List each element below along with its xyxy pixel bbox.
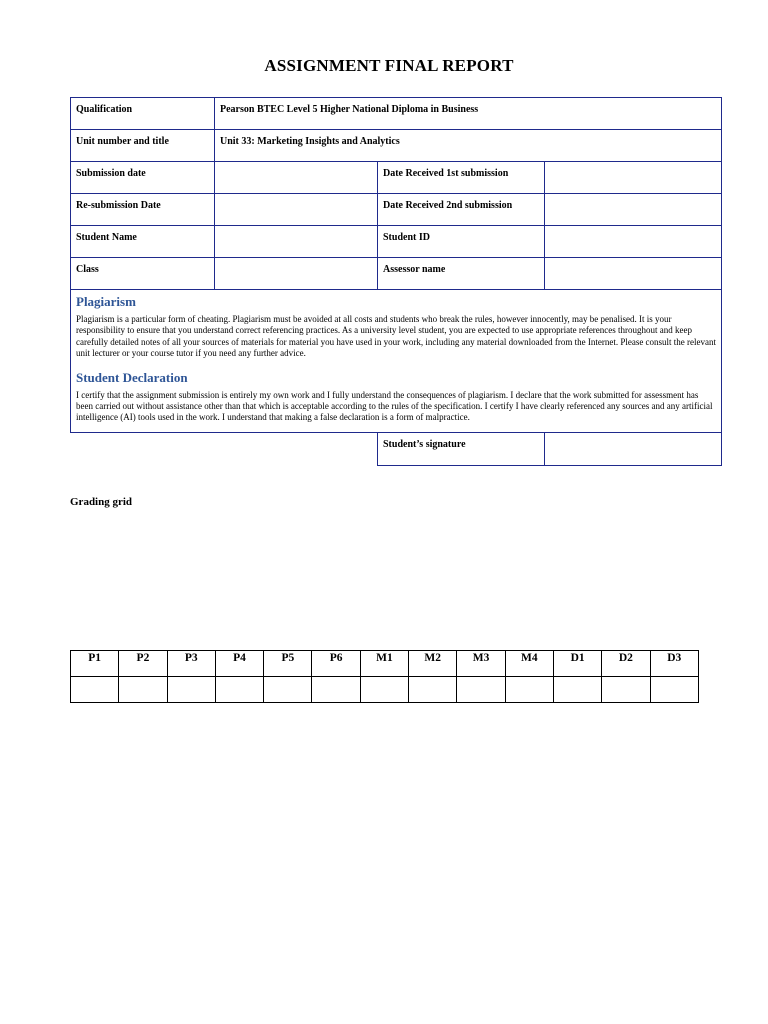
criterion-d2: D2 xyxy=(602,651,650,677)
student-name-field[interactable] xyxy=(215,226,378,258)
qualification-label: Qualification xyxy=(71,98,215,130)
signature-spacer xyxy=(71,432,378,465)
grade-cell-p4[interactable] xyxy=(215,677,263,703)
signature-field[interactable] xyxy=(545,432,722,465)
unit-value: Unit 33: Marketing Insights and Analytics xyxy=(215,130,722,162)
student-id-field[interactable] xyxy=(545,226,722,258)
grade-cell-p5[interactable] xyxy=(264,677,312,703)
grade-cell-m1[interactable] xyxy=(360,677,408,703)
criterion-p3: P3 xyxy=(167,651,215,677)
criterion-p1: P1 xyxy=(71,651,119,677)
student-name-label: Student Name xyxy=(71,226,215,258)
qualification-value: Pearson BTEC Level 5 Higher National Diploma in Business xyxy=(215,98,722,130)
date-received-1-label: Date Received 1st submission xyxy=(378,162,545,194)
resubmission-date-field[interactable] xyxy=(215,194,378,226)
grade-cell-d3[interactable] xyxy=(650,677,698,703)
criterion-p4: P4 xyxy=(215,651,263,677)
grade-cell-p3[interactable] xyxy=(167,677,215,703)
declaration-heading: Student Declaration xyxy=(76,369,188,385)
submission-date-field[interactable] xyxy=(215,162,378,194)
submission-date-label: Submission date xyxy=(71,162,215,194)
criterion-p2: P2 xyxy=(119,651,167,677)
date-received-1-field[interactable] xyxy=(545,162,722,194)
student-name-row xyxy=(71,226,722,258)
date-received-2-label: Date Received 2nd submission xyxy=(378,194,545,226)
grade-cell-p2[interactable] xyxy=(119,677,167,703)
class-row xyxy=(71,258,722,290)
student-id-label: Student ID xyxy=(378,226,545,258)
declaration-text: I certify that the assignment submission is entirely my own work and I fully understand the consequences of plagiarism. I declare that the work submitted for assessment has been carried out without assistance other than that which is acceptable according to the rules of the specification. I certify I have clearly referenced any sources and any artificial intelligence (AI) tools used in the work. I understand that making a false declaration is a form of malpractice. xyxy=(76,389,713,423)
assessor-field[interactable] xyxy=(545,258,722,290)
plagiarism-heading: Plagiarism xyxy=(76,294,136,309)
criterion-d3: D3 xyxy=(650,651,698,677)
grade-cell-m3[interactable] xyxy=(457,677,505,703)
grading-result-row xyxy=(71,677,699,703)
assignment-info-table xyxy=(70,97,722,466)
qualification-row xyxy=(71,98,722,130)
criterion-p5: P5 xyxy=(264,651,312,677)
grade-cell-d1[interactable] xyxy=(553,677,601,703)
unit-label: Unit number and title xyxy=(71,130,215,162)
grade-cell-m2[interactable] xyxy=(409,677,457,703)
criterion-d1: D1 xyxy=(553,651,601,677)
date-received-2-field[interactable] xyxy=(545,194,722,226)
criterion-m2: M2 xyxy=(409,651,457,677)
resubmission-date-label: Re-submission Date xyxy=(71,194,215,226)
criterion-m1: M1 xyxy=(360,651,408,677)
criterion-m3: M3 xyxy=(457,651,505,677)
grade-cell-m4[interactable] xyxy=(505,677,553,703)
grading-grid-title: Grading grid xyxy=(70,496,133,508)
assessor-label: Assessor name xyxy=(378,258,545,290)
grade-cell-p6[interactable] xyxy=(312,677,360,703)
grade-cell-d2[interactable] xyxy=(602,677,650,703)
signature-label: Student’s signature xyxy=(378,432,545,465)
criterion-p6: P6 xyxy=(312,651,360,677)
plagiarism-declaration-cell xyxy=(71,290,722,433)
signature-row xyxy=(71,432,722,465)
grading-criteria-row xyxy=(71,651,699,677)
submission-date-row xyxy=(71,162,722,194)
plagiarism-text: Plagiarism is a particular form of cheating. Plagiarism must be avoided at all costs and students who break the rules, however innocently, may be penalised. It is your responsibility to ensure that you understand correct referencing practices. As a university level student, you are expected to use appropriate references throughout and keep carefully detailed notes of all your sources of materials for material you have used in your work, including any material downloaded from the Internet. Please consult the relevant unit lecturer or your course tutor if you need any further advice. xyxy=(76,314,717,359)
grade-cell-p1[interactable] xyxy=(71,677,119,703)
page-title: ASSIGNMENT FINAL REPORT xyxy=(264,56,514,75)
class-label: Class xyxy=(71,258,215,290)
plagiarism-declaration-row xyxy=(71,290,722,433)
criterion-m4: M4 xyxy=(505,651,553,677)
resubmission-date-row xyxy=(71,194,722,226)
unit-row xyxy=(71,130,722,162)
class-field[interactable] xyxy=(215,258,378,290)
grading-grid-table xyxy=(70,650,699,703)
